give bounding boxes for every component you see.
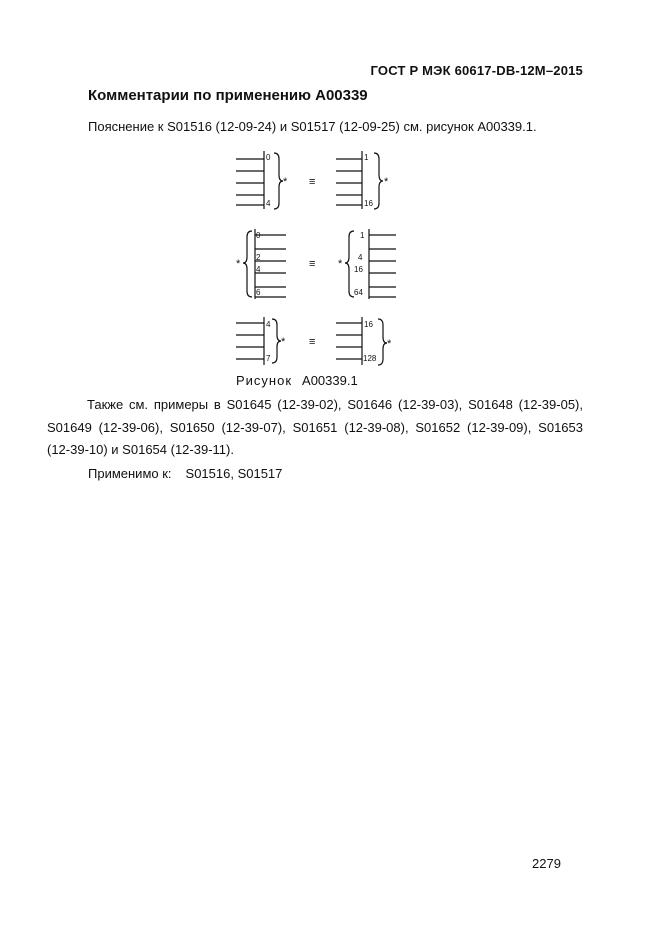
fig-row3-right-label-0: 16 <box>364 320 373 329</box>
fig-row3-equiv-sign: ≡ <box>309 336 316 348</box>
see-also-line-2: S01649 (12-39-06), S01650 (12-39-07), S01651 (12-39-08), S01652 (12-39-09), S01653 <box>47 419 583 435</box>
page-number: 2279 <box>532 856 561 871</box>
fig-row2-left-label-1: 2 <box>256 253 261 262</box>
intro-paragraph: Пояснение к S01516 (12-09-24) и S01517 (12-09-25) см. рисунок А00339.1. <box>88 119 537 134</box>
fig-row2-right-label-3: 64 <box>354 288 363 297</box>
fig-row2-left-label-3: 6 <box>256 288 261 297</box>
fig-row3-right-asterisk: * <box>387 338 392 350</box>
fig-row1-left-label-1: 4 <box>266 199 271 208</box>
figure-a00339-1 <box>224 145 404 375</box>
section-title: Комментарии по применению А00339 <box>88 87 368 104</box>
applicable-to <box>88 466 282 481</box>
fig-row1-right-label-1: 16 <box>364 199 373 208</box>
figure-caption-word: Рисунок <box>236 373 293 388</box>
fig-row1-right-label-0: 1 <box>364 153 369 162</box>
figure-caption-id: А00339.1 <box>302 373 358 388</box>
fig-row3-left-label-1: 7 <box>266 354 271 363</box>
see-also-line-3: (12-39-10) и S01654 (12-39-11). <box>47 442 234 457</box>
fig-row2-left-asterisk: * <box>236 258 241 270</box>
document-header: ГОСТ Р МЭК 60617-DB-12M–2015 <box>370 63 583 78</box>
fig-row1-right-asterisk: * <box>384 176 389 188</box>
fig-row2-equiv-sign: ≡ <box>309 258 316 270</box>
see-also-paragraph <box>47 394 583 462</box>
fig-row2-right-label-1: 4 <box>358 253 363 262</box>
fig-row3-left-asterisk: * <box>281 336 286 348</box>
see-also-line-1: Также см. примеры в S01645 (12-39-02), S01646 (12-39-03), S01648 (12-39-05), <box>87 397 583 412</box>
fig-row2-right-asterisk: * <box>338 258 343 270</box>
fig-row3-left-label-0: 4 <box>266 320 271 329</box>
fig-row2-right-label-2: 16 <box>354 265 363 274</box>
fig-row1-left-asterisk: * <box>283 176 288 188</box>
applicable-value: S01516, S01517 <box>185 466 283 481</box>
fig-row1-equiv-sign: ≡ <box>309 176 316 188</box>
fig-row1-left-label-0: 0 <box>266 153 271 162</box>
fig-row3-right-label-1: 128 <box>363 354 377 363</box>
fig-row2-left-label-2: 4 <box>256 265 261 274</box>
applicable-label: Применимо к: <box>88 466 172 481</box>
fig-row2-left-label-0: 0 <box>256 231 261 240</box>
figure-caption <box>236 373 358 388</box>
fig-row2-right-label-0: 1 <box>360 231 365 240</box>
